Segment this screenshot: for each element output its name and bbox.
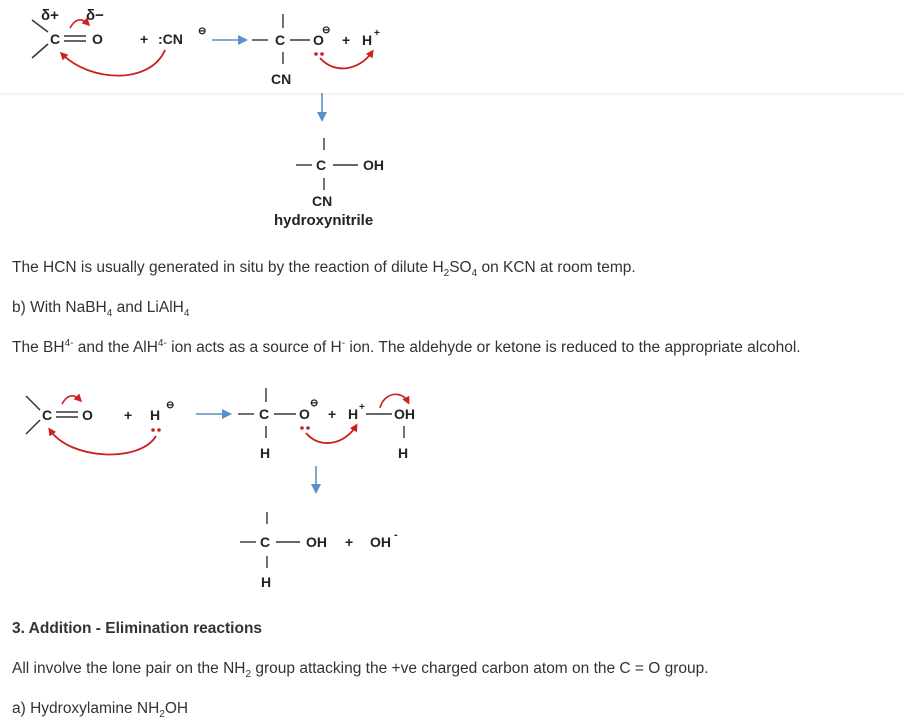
curly-arrow-icon xyxy=(62,50,165,76)
hydride-charge: ⊖ xyxy=(166,400,175,411)
section-a-heading: a) Hydroxylamine $NH_2OH$ xyxy=(12,700,189,721)
delta-minus-label: δ− xyxy=(86,7,104,24)
section-b-heading: b) With NaBH$_4$ and LiAlH$_4$ xyxy=(12,299,190,320)
curly-arrow-icon xyxy=(62,396,80,404)
proton: H xyxy=(362,32,373,48)
water-hydrogen: H xyxy=(398,445,409,461)
proton-charge: + xyxy=(374,28,380,39)
delta-plus-label: δ+ xyxy=(41,7,59,24)
lone-pair xyxy=(151,428,155,432)
cyanide-charge: ⊖ xyxy=(198,26,207,37)
hydroxide-charge: - xyxy=(394,529,398,541)
intermediate-oxygen: O xyxy=(313,32,324,48)
plus-sign: + xyxy=(342,32,351,48)
intermediate-oxygen: O xyxy=(299,406,310,422)
intermediate-carbon: C xyxy=(259,406,270,422)
bond-line xyxy=(26,396,40,410)
water-oxygen: OH xyxy=(394,406,415,422)
oxide-charge: ⊖ xyxy=(322,25,331,36)
cyanide-ion: :CN xyxy=(158,31,183,47)
product-name: hydroxynitrile xyxy=(274,212,374,229)
product-cn: CN xyxy=(312,193,333,209)
hydride-reduction-scheme xyxy=(0,378,904,593)
curly-arrow-icon xyxy=(50,430,156,455)
product-carbon: C xyxy=(260,534,271,550)
lone-pair xyxy=(314,52,318,56)
carbonyl-carbon: C xyxy=(42,407,53,423)
proton: H xyxy=(348,406,359,422)
hydride-source-text: The $BH^{4-}$ and the AlH$^{4-}$ ion acts as a source of H- ion. The aldehyde or ketone is reduced to the appropriate alcohol. xyxy=(12,337,801,356)
product-hydrogen: H xyxy=(261,574,272,590)
carbonyl-carbon: C xyxy=(50,31,61,47)
plus-sign: + xyxy=(124,407,133,423)
bond-line xyxy=(26,420,40,434)
carbonyl-oxygen: O xyxy=(92,31,103,47)
bond-line xyxy=(32,44,48,58)
product-carbon: C xyxy=(316,157,327,173)
product-hydroxyl: OH xyxy=(363,157,384,173)
curly-arrow-icon xyxy=(320,52,372,68)
section-3-heading: 3. Addition - Elimination reactions xyxy=(12,620,263,637)
plus-sign: + xyxy=(328,406,337,422)
hydroxide-ion: OH xyxy=(370,534,391,550)
hydride-ion: H xyxy=(150,407,161,423)
intermediate-hydrogen: H xyxy=(260,445,271,461)
proton-charge: + xyxy=(359,402,365,413)
lone-pair xyxy=(300,426,304,430)
intermediate-cn: CN xyxy=(271,71,292,87)
plus-sign: + xyxy=(140,31,149,47)
intermediate-carbon: C xyxy=(275,32,286,48)
product-hydroxyl: OH xyxy=(306,534,327,550)
lone-pair xyxy=(306,426,310,430)
nh2-attack-text: All involve the lone pair on the $NH_2$ group attacking the +ve charged carbon atom on the C = O group. xyxy=(12,660,709,681)
oxide-charge: ⊖ xyxy=(310,398,319,409)
lone-pair xyxy=(157,428,161,432)
hcn-generation-text: The HCN is usually generated in situ by the reaction of dilute $H_2SO_4$ on KCN at room temp. xyxy=(12,259,636,280)
lone-pair xyxy=(320,52,324,56)
carbonyl-oxygen: O xyxy=(82,407,93,423)
curly-arrow-icon xyxy=(306,426,356,443)
plus-sign: + xyxy=(345,534,354,550)
cyanide-addition-scheme xyxy=(0,0,904,235)
